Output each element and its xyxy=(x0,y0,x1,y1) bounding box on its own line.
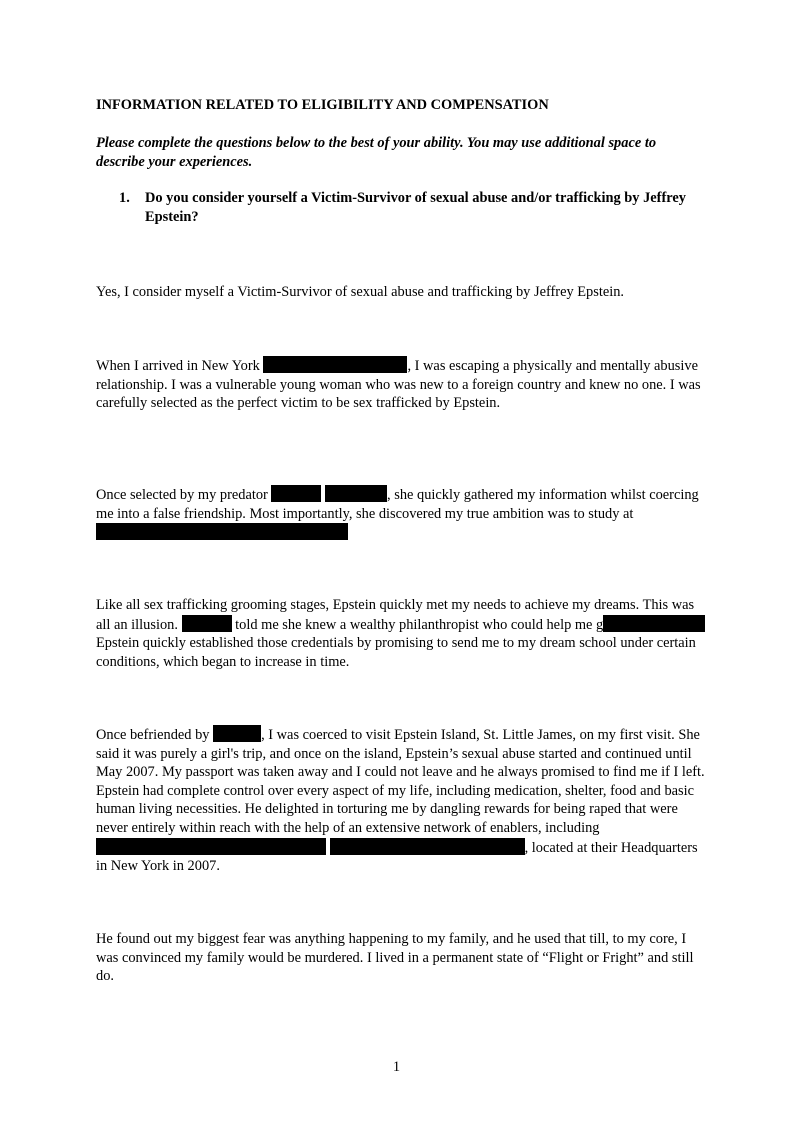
page-number: 1 xyxy=(392,1059,401,1075)
paragraph-text: Epstein quickly established those credentials by promising to send me to my dream school under certain conditions, which began to increase in time. xyxy=(96,635,696,670)
redaction-bar xyxy=(325,485,387,502)
answer-text: Yes, I consider myself a Victim-Survivor of sexual abuse and trafficking by Jeffrey Epstein. xyxy=(96,284,625,300)
paragraph-island xyxy=(96,725,706,876)
redaction-bar xyxy=(330,838,525,855)
paragraph-text: Once befriended by xyxy=(96,727,214,743)
redaction-bar xyxy=(263,356,407,373)
paragraph-predator xyxy=(96,485,706,543)
question-number: 1. xyxy=(119,190,130,206)
paragraph-text: When I arrived in New York xyxy=(96,358,264,374)
paragraph-text: Like all sex trafficking grooming stages, Epstein quickly met my needs to achieve my dreams. This was all an illusion. xyxy=(96,597,695,633)
section-heading: INFORMATION RELATED TO ELIGIBILITY AND COMPENSATION xyxy=(96,97,549,113)
paragraph-text: , located at their Headquarters in New York in 2007. xyxy=(96,839,698,875)
paragraph-fear: He found out my biggest fear was anything happening to my family, and he used that till, to my core, I was convinced my family would be murdered. I lived in a permanent state of “Flight or Fright” and still do. xyxy=(96,931,694,985)
paragraph-text: , I was coerced to visit Epstein Island, St. Little James, on my first visit. She said it was purely a girl's trip, and once on the island, Epstein’s sexual abuse started and continued until May 2007. My passport was taken away and I could not leave and he always promised to find me if I left. Epstein had complete control over every aspect of my life, including medication, shelter, food and basic human living necessities. He delighted in torturing me by dangling rewards for being raped that were never entirely within reach with the help of an extensive network of enablers, including xyxy=(96,727,705,836)
paragraph-text: Once selected by my predator xyxy=(96,487,272,503)
paragraph-text: told me she knew a wealthy philanthropist who could help me g xyxy=(231,616,604,633)
instructions-text: Please complete the questions below to the best of your ability. You may use additional space to describe your experiences. xyxy=(96,135,657,170)
question-text: Do you consider yourself a Victim-Survivor of sexual abuse and/or trafficking by Jeffrey Epstein? xyxy=(145,190,686,225)
redaction-bar xyxy=(182,615,232,632)
redaction-bar xyxy=(603,615,705,632)
redaction-bar xyxy=(213,725,261,742)
question-1 xyxy=(119,189,709,226)
redaction-bar xyxy=(96,838,326,855)
paragraph-text: , I was escaping a physically and mentally abusive relationship. I was a vulnerable young woman who was new to a foreign country and knew no one. I was carefully selected as the perfect victim to be sex trafficked by Epstein. xyxy=(96,358,701,412)
paragraph-arrival xyxy=(96,356,706,413)
paragraph-grooming xyxy=(96,596,706,671)
redaction-bar xyxy=(96,523,348,540)
paragraph-text: , she quickly gathered my information whilst coercing me into a false friendship. Most importantly, she discovered my true ambition was to study at xyxy=(96,487,699,522)
redaction-bar xyxy=(271,485,321,502)
